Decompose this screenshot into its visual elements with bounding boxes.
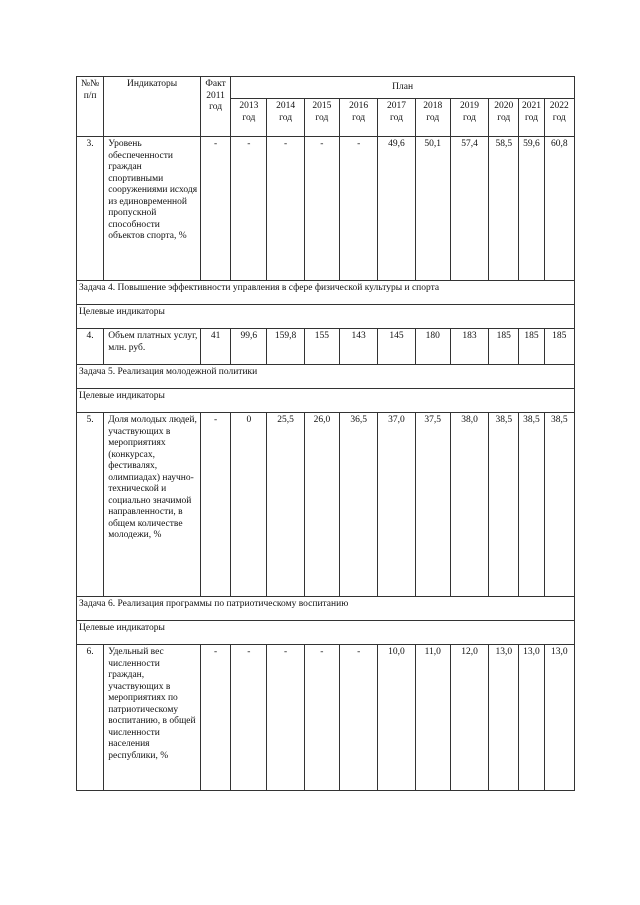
fact-value: - <box>200 645 230 791</box>
header-year: 2018 год <box>415 99 450 137</box>
indicator-name: Доля молодых людей, участвующих в мероприятиях (конкурсах, фестивалях, олимпиадах) научно-технической и социально значимой направленности, в общем количестве молодежи, % <box>104 413 201 597</box>
header-indicators: Индикаторы <box>104 77 201 137</box>
target-indicators-heading: Целевые индикаторы <box>77 621 575 645</box>
plan-value: - <box>304 137 339 281</box>
row-number: 5. <box>77 413 104 597</box>
target-indicators-heading: Целевые индикаторы <box>77 305 575 329</box>
plan-value: 37,5 <box>415 413 450 597</box>
plan-value: 59,6 <box>519 137 544 281</box>
plan-value: - <box>340 645 378 791</box>
plan-value: 26,0 <box>304 413 339 597</box>
table-row <box>77 329 575 365</box>
plan-value: 57,4 <box>450 137 488 281</box>
plan-value: 36,5 <box>340 413 378 597</box>
plan-value: 38,5 <box>519 413 544 597</box>
plan-value: 143 <box>340 329 378 365</box>
indicator-name: Объем платных услуг, млн. руб. <box>104 329 201 365</box>
plan-value: 185 <box>489 329 519 365</box>
task-heading: Задача 6. Реализация программы по патриотическому воспитанию <box>77 597 575 621</box>
task-heading: Задача 4. Повышение эффективности управления в сфере физической культуры и спорта <box>77 281 575 305</box>
plan-value: 13,0 <box>519 645 544 791</box>
header-year: 2022 год <box>544 99 574 137</box>
row-number: 3. <box>77 137 104 281</box>
plan-value: 0 <box>231 413 267 597</box>
header-fact: Факт 2011 год <box>200 77 230 137</box>
plan-value: 49,6 <box>378 137 415 281</box>
plan-value: 13,0 <box>544 645 574 791</box>
plan-value: 11,0 <box>415 645 450 791</box>
plan-value: 58,5 <box>489 137 519 281</box>
plan-value: - <box>267 137 304 281</box>
plan-value: 183 <box>450 329 488 365</box>
plan-value: - <box>304 645 339 791</box>
table-row <box>77 645 575 791</box>
header-year: 2016 год <box>340 99 378 137</box>
header-year: 2013 год <box>231 99 267 137</box>
header-year: 2014 год <box>267 99 304 137</box>
plan-value: 60,8 <box>544 137 574 281</box>
plan-value: 37,0 <box>378 413 415 597</box>
header-year: 2015 год <box>304 99 339 137</box>
plan-value: 12,0 <box>450 645 488 791</box>
header-year: 2017 год <box>378 99 415 137</box>
fact-value: 41 <box>200 329 230 365</box>
plan-value: - <box>231 645 267 791</box>
plan-value: 145 <box>378 329 415 365</box>
plan-value: 99,6 <box>231 329 267 365</box>
header-plan: План <box>231 77 575 99</box>
indicator-name: Уровень обеспеченности граждан спортивными сооружениями исходя из единовременной пропускной способности объектов спорта, % <box>104 137 201 281</box>
plan-value: 185 <box>519 329 544 365</box>
plan-value: 159,8 <box>267 329 304 365</box>
row-number: 6. <box>77 645 104 791</box>
header-num: №№ п/п <box>77 77 104 137</box>
plan-value: - <box>267 645 304 791</box>
plan-value: 155 <box>304 329 339 365</box>
indicators-table <box>76 76 575 791</box>
plan-value: - <box>340 137 378 281</box>
table-row <box>77 137 575 281</box>
plan-value: 25,5 <box>267 413 304 597</box>
header-year: 2020 год <box>489 99 519 137</box>
header-year: 2019 год <box>450 99 488 137</box>
plan-value: 38,5 <box>544 413 574 597</box>
plan-value: 180 <box>415 329 450 365</box>
plan-value: - <box>231 137 267 281</box>
indicator-name: Удельный вес численности граждан, участвующих в мероприятиях по патриотическому воспитанию, в общей численности населения республики, % <box>104 645 201 791</box>
plan-value: 38,5 <box>489 413 519 597</box>
plan-value: 13,0 <box>489 645 519 791</box>
fact-value: - <box>200 137 230 281</box>
plan-value: 10,0 <box>378 645 415 791</box>
plan-value: 50,1 <box>415 137 450 281</box>
task-heading: Задача 5. Реализация молодежной политики <box>77 365 575 389</box>
fact-value: - <box>200 413 230 597</box>
plan-value: 38,0 <box>450 413 488 597</box>
plan-value: 185 <box>544 329 574 365</box>
target-indicators-heading: Целевые индикаторы <box>77 389 575 413</box>
header-year: 2021 год <box>519 99 544 137</box>
row-number: 4. <box>77 329 104 365</box>
table-row <box>77 413 575 597</box>
